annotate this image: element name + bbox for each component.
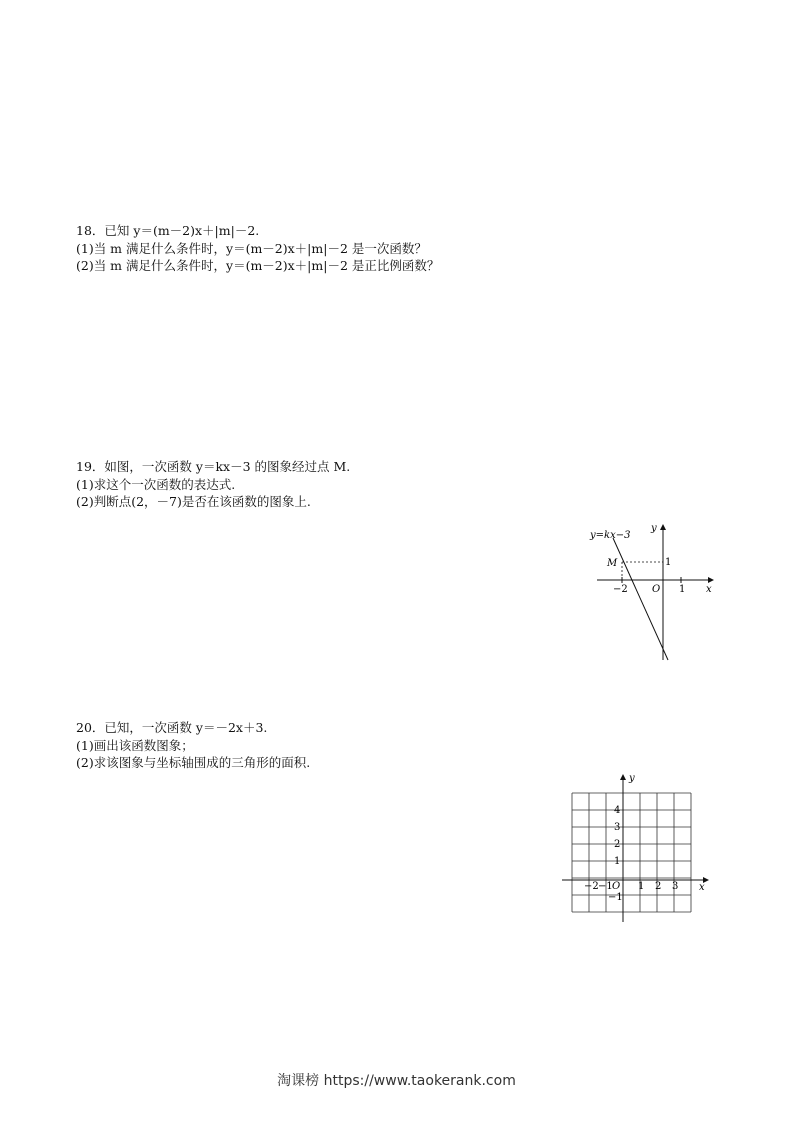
y-axis-label: y <box>629 773 635 784</box>
origin-label: O <box>612 881 621 892</box>
x-tick-3: 3 <box>672 881 679 892</box>
problem-20-part-1: (1)画出该函数图象； <box>76 737 194 753</box>
problem-19 <box>76 458 350 511</box>
grid <box>572 793 691 912</box>
problem-18-part-1: (1)当 m 满足什么条件时，y＝(m－2)x＋|m|－2 是一次函数？ <box>76 240 427 256</box>
problem-18-stem: 18．已知 y＝(m－2)x＋|m|－2. <box>76 223 260 238</box>
x-tick-2: 2 <box>655 881 662 892</box>
problem-18-part-2: (2)当 m 满足什么条件时，y＝(m－2)x＋|m|－2 是正比例函数？ <box>76 258 440 273</box>
y-tick-2: 2 <box>614 839 621 850</box>
problem-18 <box>76 222 439 275</box>
problem-20-stem: 20．已知，一次函数 y＝－2x＋3. <box>76 720 268 735</box>
problem-20-part-2: (2)求该图象与坐标轴围成的三角形的面积. <box>76 755 311 770</box>
problem-19-part-1: (1)求这个一次函数的表达式. <box>76 476 236 492</box>
line-label: y=kx−3 <box>590 530 631 541</box>
problem-20 <box>76 719 310 772</box>
x-axis-label: x <box>699 882 705 893</box>
y-tick-3: 3 <box>614 822 621 833</box>
tick-neg2-label: −2 <box>613 584 628 595</box>
function-line <box>613 538 668 660</box>
x-tick-1: 1 <box>638 881 645 892</box>
y-tick-4: 4 <box>614 805 621 816</box>
origin-label: O <box>652 584 661 595</box>
x-tick-neg1: −1 <box>598 881 613 892</box>
y-tick-neg1: −1 <box>608 892 623 903</box>
point-m-label: M <box>607 558 618 569</box>
footer-watermark: 淘课榜 https://www.taokerank.com <box>277 1073 516 1089</box>
tick-y-1-label: 1 <box>665 557 672 568</box>
problem-19-figure <box>585 520 720 665</box>
problem-19-stem: 19．如图，一次函数 y＝kx－3 的图象经过点 M. <box>76 459 351 474</box>
problem-20-grid-figure <box>560 770 710 930</box>
problem-19-part-2: (2)判断点(2，－7)是否在该函数的图象上. <box>76 494 311 509</box>
x-tick-neg2: −2 <box>584 881 599 892</box>
tick-x-1-label: 1 <box>679 584 686 595</box>
y-tick-1: 1 <box>614 856 621 867</box>
y-axis-label: y <box>651 523 657 534</box>
x-axis-label: x <box>706 584 712 595</box>
